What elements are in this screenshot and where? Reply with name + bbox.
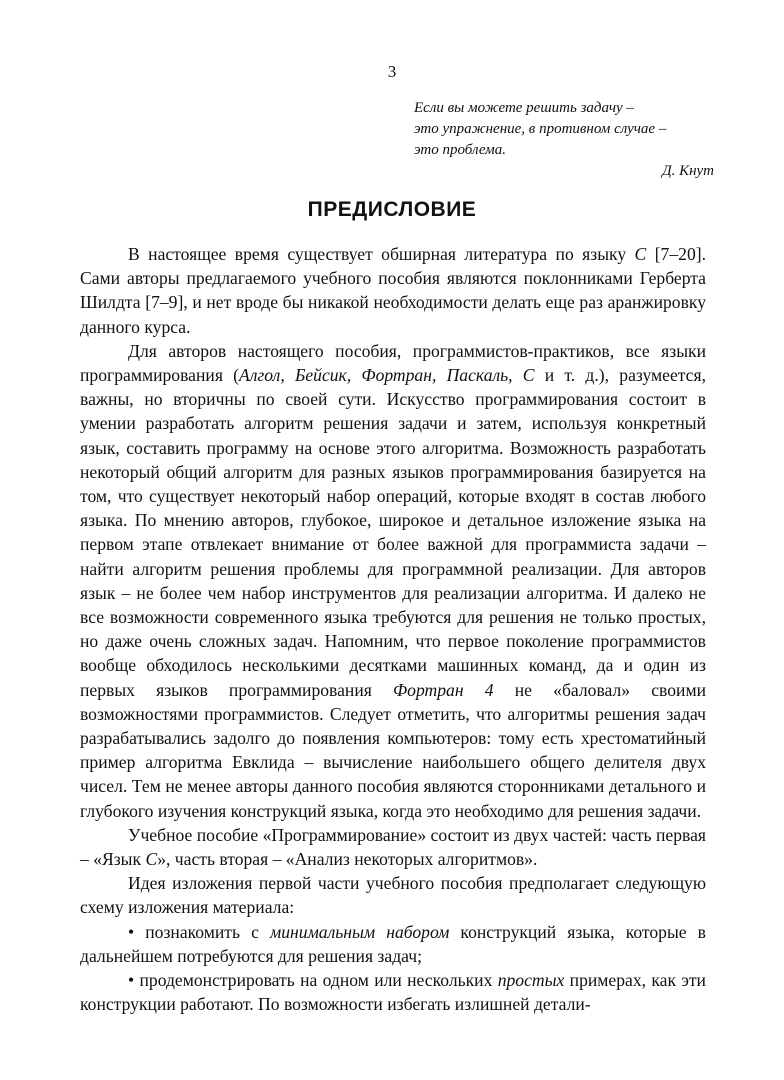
page-number: 3: [387, 62, 397, 81]
text-run: • продемонстрировать на одном или нескольких: [128, 970, 498, 991]
paragraph: [80, 339, 706, 823]
list-item: [80, 920, 706, 968]
text-run: [7–20]. Сами авторы предлагаемого учебного пособия являются поклонниками Герберта Шилдта [7–9], и нет вроде бы никакой необходимости делать еще раз аранжировку данного курса.: [80, 244, 706, 337]
text-run: В настоящее время существует обширная литература по языку: [128, 244, 635, 264]
text-run-italic: Алгол, Бейсик, Фортран, Паскаль, C: [239, 365, 535, 386]
paragraph: [80, 242, 706, 339]
text-run: • познакомить с: [128, 921, 271, 942]
text-run-italic: простых: [497, 970, 565, 991]
text-run: примерах, как эти конструкции работают. По возможности избегать излишней детали-: [80, 970, 706, 1015]
text-run-italic: минимальным набором: [270, 921, 450, 942]
list-item: [80, 968, 706, 1016]
text-run: не «баловал» своими возможностями программистов. Следует отметить, что алгоритмы решения задач разрабатывались задолго до появления компьютеров: тому есть хрестоматийный пример алгоритма Евклида – вычисление наибольшего общего делителя двух чисел. Тем не менее авторы данного пособия являются сторонниками детального и глубокого изучения конструкций языка, когда это необходимо для решения задачи.: [80, 679, 706, 821]
text-run-italic: Фортран 4: [393, 679, 494, 700]
text-run: Учебное пособие «Программирование» состоит из двух частей: часть первая – «Язык: [80, 824, 706, 870]
epigraph: [414, 98, 714, 182]
epigraph-line: Если вы можете решить задачу –: [414, 100, 634, 116]
epigraph-author: Д. Кнут: [662, 163, 714, 179]
text-run: конструкций языка, которые в дальнейшем потребуются для решения задач;: [80, 921, 706, 966]
epigraph-line: это упражнение, в противном случае –: [414, 121, 667, 137]
epigraph-line: это проблема.: [414, 142, 506, 158]
text-run: и т. д.), разумеется, важны, но вторичны по своей сути. Искусство программирования состоит в умении разработать алгоритм решения задачи и затем, используя конкретный язык, составить программу на основе этого алгоритма. Возможность разработать некоторый общий алгоритм для разных языков программирования базируется на том, что существует некоторый набор операций, которые входят в состав любого языка. По мнению авторов, глубокое, широкое и детальное изложение языка на первом этапе отвлекает внимание от более важной для программиста задачи – найти алгоритм решения проблемы для программной реализации. Для авторов язык – не более чем набор инструментов для реализации алгоритма. И далеко не все возможности современного языка требуются для решения не только простых, но даже очень сложных задач. Напомним, что первое поколение программистов вообще обходилось несколькими десятками машинных команд, да и один из первых языков программирования: [80, 365, 706, 700]
text-run: Для авторов настоящего пособия, программистов-практиков, все языки программирования (: [80, 340, 706, 386]
text-run-italic: C: [145, 849, 158, 870]
page-title: ПРЕДИСЛОВИЕ: [307, 198, 477, 221]
body-text: [80, 242, 706, 1017]
text-run-italic: C: [634, 244, 647, 264]
paragraph: [80, 871, 706, 919]
paragraph: [80, 823, 706, 871]
text-run: Идея изложения первой части учебного пособия предполагает следующую схему изложения материала:: [80, 873, 706, 918]
text-run: », часть вторая – «Анализ некоторых алгоритмов».: [157, 849, 538, 870]
